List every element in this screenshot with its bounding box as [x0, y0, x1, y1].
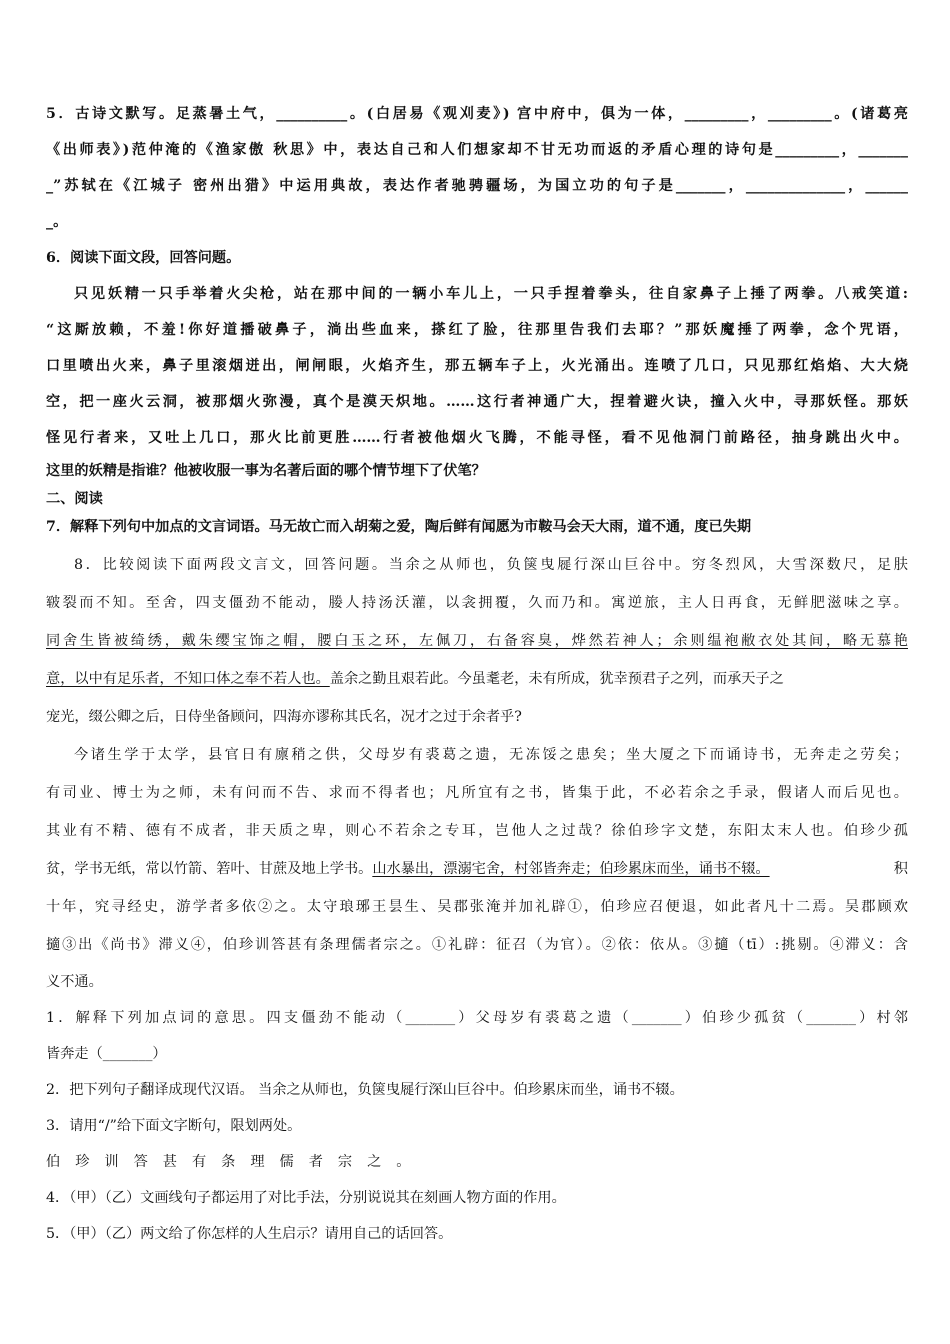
subq-3: 3．请用“/”给下面文字断句，限划两处。 [46, 1118, 302, 1134]
q8-p2-line-7: 义不通。 [46, 974, 103, 990]
subq-1-line-1: 1．解释下列加点词的意思。四支僵劲不能动（_______）父母岁有裘葛之遗（_______）伯珍少孤贫（_______）村邻 [46, 1010, 908, 1026]
q8-p2-line-3: 其业有不精、德有不成者，非天质之卑，则心不若余之专耳，岂他人之过哉？徐伯珍字文楚，东阳太末人也。伯珍少孤 [46, 823, 908, 839]
question-7: 7．解释下列句中加点的文言词语。马无故亡而入胡菊之爱，陶后鲜有闻愿为市鞍马会天大雨，道不通，度已失期 [46, 519, 752, 535]
q8-p2-line-4-underlined: 山水暴出，漂溺宅舍，村邻皆奔走；伯珍累床而坐，诵书不辍。 [372, 861, 770, 877]
q8-p2-line-4 [46, 850, 908, 888]
q6-passage-line-1: 只见妖精一只手举着火尖枪，站在那中间的一辆小车儿上，一只手捏着拳头，往自家鼻子上捶了两拳。八戒笑道: [74, 286, 908, 302]
q6-title: 6．阅读下面文段，回答问题。 [46, 250, 241, 266]
q6-question: 这里的妖精是指谁？他被收服一事为名著后面的哪个情节埋下了伏笔？ [46, 463, 486, 479]
subq-1-line-2: 皆奔走（_______） [46, 1046, 167, 1062]
q8-p2-line-1: 今诸生学于太学，县官日有廪稍之供，父母岁有裘葛之遗，无冻馁之患矣；坐大厦之下而诵诗书，无奔走之劳矣； [74, 747, 908, 763]
q5-line-1: 5．古诗文默写。足蒸暑土气，__________。(白居易《观刈麦》) 宫中府中，俱为一体，_________，_________。(诸葛亮 [46, 106, 908, 122]
q5-line-3: _”苏轼在《江城子 密州出猎》中运用典故，表达作者驰骋疆场，为国立功的句子是_______，______________，______ [46, 178, 908, 194]
q6-passage-line-5: 怪见行者来，又吐上几口，那火比前更胜……行者被他烟火飞腾，不能寻怪，看不见他洞门前路径，抽身跳出火中。 [46, 430, 908, 446]
q8-line-2: 皲裂而不知。至舍，四支僵劲不能动，媵人持汤沃灌，以衾拥覆，久而乃和。寓逆旅，主人日再食，无鲜肥滋味之享。 [46, 595, 908, 611]
q6-passage-line-2: “这厮放赖，不羞!你好道播破鼻子，淌出些血来，搽红了脸，往那里告我们去耶？”那妖魔捶了两拳，念个咒语， [46, 322, 908, 338]
section-2-title: 二、阅读 [46, 491, 103, 507]
q8-p2-line-5: 十年，究寻经史，游学者多依②之。太守琅琊王昙生、吴郡张淹并加礼辟①，伯珍应召便退，如此者凡十二焉。吴郡顾欢 [46, 899, 908, 915]
q5-line-4: _。 [46, 214, 68, 230]
question-8 [46, 546, 908, 1000]
subq-4: 4．（甲）（乙）文画线句子都运用了对比手法，分别说说其在刻画人物方面的作用。 [46, 1190, 566, 1206]
q6-passage-line-3: 口里喷出火来，鼻子里滚烟迸出，闸闸眼，火焰齐生，那五辆车子上，火光涌出。连喷了几口，只见那红焰焰、大大烧 [46, 358, 908, 374]
q8-p2-line-2: 有司业、博士为之师，未有问而不告、求而不得者也；凡所宜有之书，皆集于此，不必若余之手录，假诸人而后见也。 [46, 785, 908, 801]
q6-passage-line-4: 空，把一座火云洞，被那烟火弥漫，真个是漠天炽地。……这行者神通广大，捏着避火诀，撞入火中，寻那妖怪。那妖 [46, 394, 908, 410]
q8-p2-line-6: 擿③出《尚书》滞义④，伯珍训答甚有条理儒者宗之。①礼辟：征召（为官）。②依：依从。③擿（tī）:挑剔。④滞义：含 [46, 937, 908, 953]
subq-5: 5．（甲）（乙）两文给了你怎样的人生启示？请用自己的话回答。 [46, 1226, 453, 1242]
q8-p2-line-4-a: 贫，学书无纸，常以竹箭、箬叶、甘蔗及地上学书。 [46, 861, 373, 877]
subq-3-text: 伯珍训答甚有条理儒者宗之。 [46, 1154, 426, 1170]
q8-line-5: 宠光，缀公卿之后，日侍坐备顾问，四海亦谬称其氏名，况才之过于余者乎? [46, 709, 522, 725]
q5-line-2: 《出师表》)范仲淹的《渔家傲 秋思》中，表达自己和人们想家却不甘无功而返的矛盾心理的诗句是_________，_______ [46, 142, 908, 158]
subq-2: 2．把下列句子翻译成现代汉语。 当余之从师也，负箧曳屣行深山巨谷中。伯珍累床而坐，诵书不辍。 [46, 1082, 684, 1098]
q8-line-4-rest: 盖余之勤且艰若此。今虽耄老，未有所成，犹幸预君子之列，而承天子之 [329, 671, 784, 687]
q8-line-3-underlined: 同舍生皆被绮绣，戴朱缨宝饰之帽，腰白玉之环，左佩刀，右备容臭，烨然若神人；余则缊袍敝衣处其间，略无慕艳 [46, 633, 908, 649]
q8-line-1: 8．比较阅读下面两段文言文，回答问题。当余之从师也，负箧曳屣行深山巨谷中。穷冬烈风，大雪深数尺，足肤 [74, 557, 908, 573]
sub-questions [46, 1000, 908, 1252]
document-page [46, 96, 908, 1252]
question-5 [46, 96, 908, 240]
q8-p2-line-4-b: 积 [893, 861, 908, 877]
question-6 [46, 240, 908, 486]
q8-line-4 [46, 660, 908, 698]
q8-line-4-underlined: 意，以中有足乐者，不知口体之奉不若人也。 [46, 671, 330, 687]
